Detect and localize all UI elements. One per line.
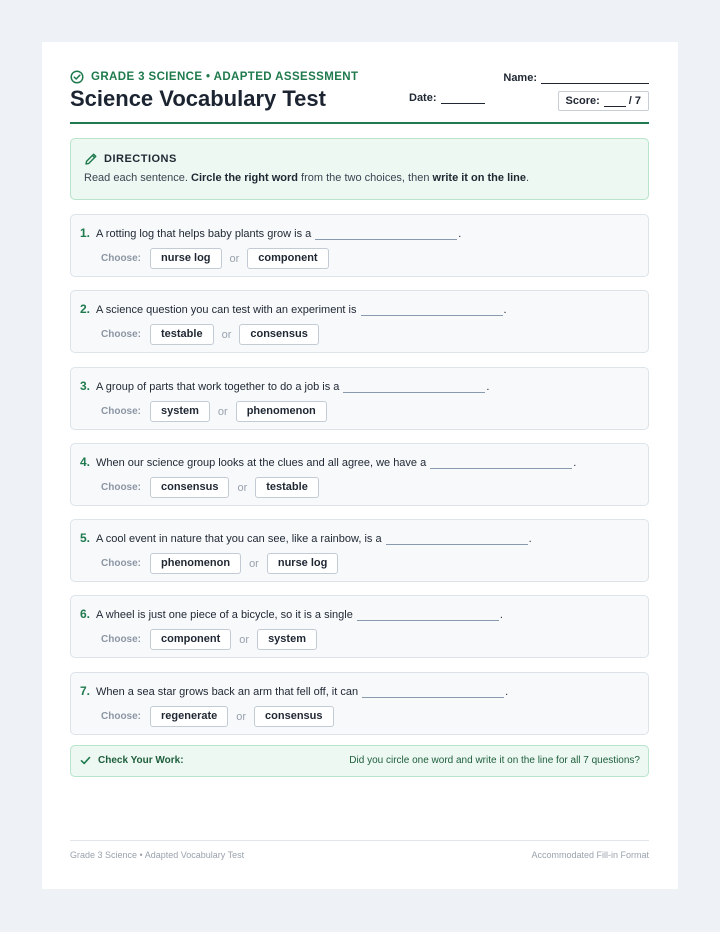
check-text: Did you circle one word and write it on the line for all 7 questions? bbox=[349, 755, 640, 766]
answer-blank[interactable] bbox=[386, 533, 528, 545]
check-circle-icon bbox=[70, 70, 84, 84]
answer-blank[interactable] bbox=[315, 228, 457, 240]
question-card bbox=[70, 519, 649, 582]
question-sentence bbox=[80, 684, 508, 698]
or-label: or bbox=[249, 557, 259, 570]
choice-chip[interactable]: phenomenon bbox=[236, 401, 327, 422]
question-text: A rotting log that helps baby plants grow is a bbox=[96, 228, 312, 240]
choose-label: Choose: bbox=[101, 329, 141, 340]
directions-text bbox=[84, 172, 529, 184]
answer-blank[interactable] bbox=[343, 381, 485, 393]
score-field[interactable] bbox=[604, 97, 626, 107]
choice-chip[interactable]: system bbox=[150, 401, 210, 422]
question-end: . bbox=[528, 533, 532, 545]
question-end: . bbox=[458, 228, 462, 240]
question-number: 2. bbox=[80, 302, 91, 316]
answer-blank[interactable] bbox=[361, 304, 503, 316]
choice-chip[interactable]: consensus bbox=[239, 324, 318, 345]
question-text: When our science group looks at the clues and all agree, we have a bbox=[96, 457, 427, 469]
footer-right: Accommodated Fill-in Format bbox=[531, 850, 649, 860]
choice-row bbox=[101, 401, 327, 422]
question-end: . bbox=[503, 304, 507, 316]
choice-row bbox=[101, 477, 319, 498]
question-end: . bbox=[486, 381, 490, 393]
answer-blank[interactable] bbox=[362, 686, 504, 698]
score-box bbox=[558, 91, 649, 111]
date-row bbox=[409, 92, 485, 104]
or-label: or bbox=[229, 252, 240, 265]
question-text: A wheel is just one piece of a bicycle, so it is a single bbox=[96, 609, 353, 621]
footer-divider bbox=[70, 840, 649, 841]
directions-bold-2: write it on the line bbox=[432, 172, 527, 184]
question-sentence bbox=[80, 226, 461, 240]
header bbox=[70, 70, 649, 124]
choice-chip[interactable]: nurse log bbox=[150, 248, 222, 269]
check-label: Check Your Work: bbox=[98, 755, 184, 766]
question-number: 4. bbox=[80, 455, 91, 469]
directions-text-1: Read each sentence. bbox=[84, 172, 192, 184]
answer-blank[interactable] bbox=[430, 457, 572, 469]
choice-chip[interactable]: testable bbox=[150, 324, 214, 345]
question-card bbox=[70, 672, 649, 735]
or-label: or bbox=[217, 405, 228, 418]
question-text: A science question you can test with an experiment is bbox=[96, 304, 357, 316]
question-number: 3. bbox=[80, 379, 91, 393]
choose-label: Choose: bbox=[101, 406, 141, 417]
or-label: or bbox=[239, 633, 250, 646]
question-number: 5. bbox=[80, 531, 91, 545]
question-text: When a sea star grows back an arm that fell off, it can bbox=[96, 686, 359, 698]
directions-text-2: from the two choices, then bbox=[298, 172, 433, 184]
choice-chip[interactable]: testable bbox=[255, 477, 319, 498]
question-card bbox=[70, 214, 649, 277]
directions-panel bbox=[70, 138, 649, 200]
kicker bbox=[70, 70, 358, 84]
question-number: 1. bbox=[80, 226, 91, 240]
question-number: 7. bbox=[80, 684, 91, 698]
choice-chip[interactable]: consensus bbox=[150, 477, 229, 498]
choice-chip[interactable]: nurse log bbox=[267, 553, 339, 574]
question-sentence bbox=[80, 607, 503, 621]
question-card bbox=[70, 443, 649, 506]
choice-chip[interactable]: system bbox=[257, 629, 317, 650]
choice-chip[interactable]: component bbox=[247, 248, 328, 269]
directions-bold-1: Circle the right word bbox=[191, 172, 298, 184]
choice-chip[interactable]: component bbox=[150, 629, 231, 650]
choice-chip[interactable]: regenerate bbox=[150, 706, 228, 727]
question-number: 6. bbox=[80, 607, 91, 621]
choose-label: Choose: bbox=[101, 482, 141, 493]
choice-row bbox=[101, 324, 319, 345]
directions-heading bbox=[84, 152, 177, 166]
score-total: / 7 bbox=[628, 95, 641, 107]
name-row bbox=[503, 72, 649, 84]
check-label-group bbox=[80, 755, 184, 766]
choice-row bbox=[101, 553, 338, 574]
choice-chip[interactable]: phenomenon bbox=[150, 553, 241, 574]
name-field[interactable] bbox=[541, 74, 649, 84]
check-your-work-panel bbox=[70, 745, 649, 777]
kicker-text: GRADE 3 SCIENCE • ADAPTED ASSESSMENT bbox=[91, 71, 359, 83]
choose-label: Choose: bbox=[101, 634, 141, 645]
choose-label: Choose: bbox=[101, 711, 141, 722]
choice-row bbox=[101, 706, 334, 727]
choice-row bbox=[101, 629, 317, 650]
choice-row bbox=[101, 248, 329, 269]
choose-label: Choose: bbox=[101, 558, 141, 569]
page-title: Science Vocabulary Test bbox=[70, 86, 326, 111]
question-end: . bbox=[499, 609, 503, 621]
question-card bbox=[70, 290, 649, 353]
choose-label: Choose: bbox=[101, 253, 141, 264]
checkmark-icon bbox=[80, 755, 91, 766]
or-label: or bbox=[237, 481, 248, 494]
question-text: A cool event in nature that you can see, like a rainbow, is a bbox=[96, 533, 382, 545]
question-card bbox=[70, 595, 649, 658]
choice-chip[interactable]: consensus bbox=[254, 706, 333, 727]
worksheet-page bbox=[42, 42, 678, 889]
name-label: Name: bbox=[503, 72, 537, 84]
or-label: or bbox=[221, 328, 232, 341]
question-sentence bbox=[80, 531, 532, 545]
pencil-icon bbox=[84, 152, 98, 166]
directions-text-3: . bbox=[526, 172, 530, 184]
question-sentence bbox=[80, 379, 489, 393]
student-meta bbox=[409, 70, 649, 124]
directions-title: DIRECTIONS bbox=[104, 153, 177, 165]
question-text: A group of parts that work together to do a job is a bbox=[96, 381, 340, 393]
or-label: or bbox=[236, 710, 247, 723]
question-end: . bbox=[505, 686, 509, 698]
date-field[interactable] bbox=[441, 94, 485, 104]
question-card bbox=[70, 367, 649, 430]
answer-blank[interactable] bbox=[357, 609, 499, 621]
question-sentence bbox=[80, 302, 507, 316]
footer-left: Grade 3 Science • Adapted Vocabulary Test bbox=[70, 850, 245, 860]
question-end: . bbox=[573, 457, 577, 469]
date-label: Date: bbox=[409, 92, 437, 104]
header-divider bbox=[70, 122, 649, 124]
score-label: Score: bbox=[565, 95, 600, 107]
question-sentence bbox=[80, 455, 576, 469]
